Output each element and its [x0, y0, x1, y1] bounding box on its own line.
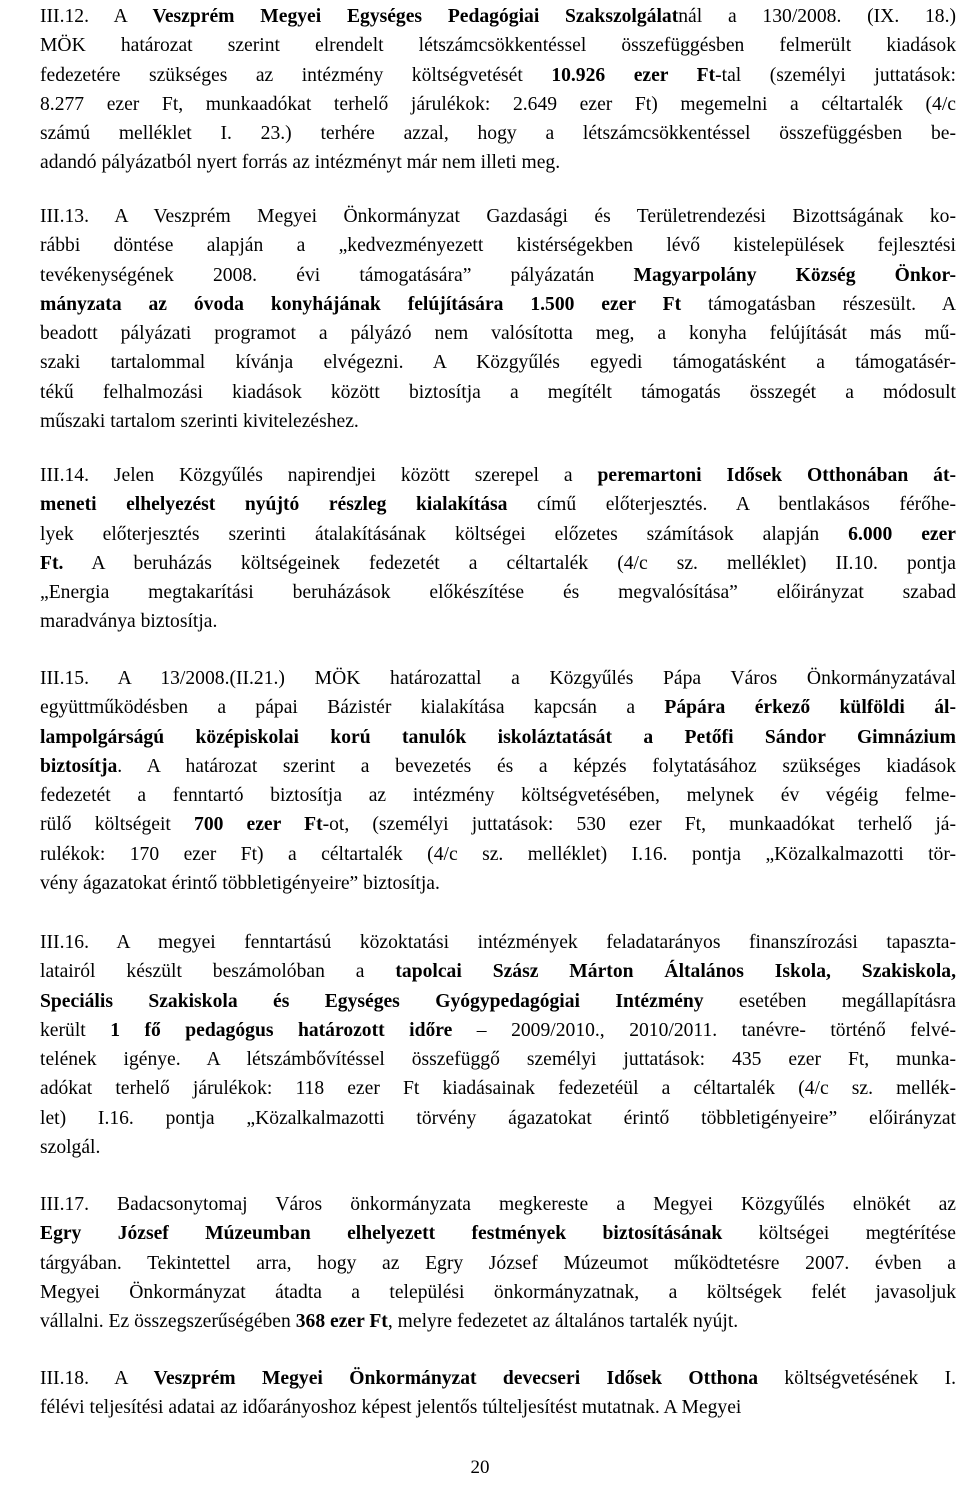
text-line: [40, 1249, 956, 1278]
text-line: [40, 202, 956, 231]
text-run: III.14. Jelen Közgyűlés napirendjei között szerepel a: [40, 465, 598, 486]
text-run: „Energia megtakarítási beruházások előkészítése és megvalósítása” előirányzat szabad: [40, 582, 956, 604]
paragraph-III-18: [40, 1364, 956, 1423]
text-line: [40, 723, 956, 752]
text-line: [40, 231, 956, 260]
bold-text: meneti elhelyezést nyújtó részleg kialakítása: [40, 494, 508, 516]
text-run: félévi teljesítési adatai az időarányoshoz képest jelentős túlteljesítést mutatnak. A Megyei: [40, 1397, 742, 1419]
text-line: [40, 607, 956, 636]
text-run: III.18. A: [40, 1368, 154, 1389]
text-line: [40, 781, 956, 810]
bold-text: Ft.: [40, 552, 64, 574]
bold-text: 6.000 ezer: [848, 523, 956, 545]
bold-text: 700 ezer Ft: [194, 814, 323, 836]
text-run: III.16. A megyei fenntartású közoktatási intézmények feladatarányos finanszírozási tapaszta-: [40, 932, 956, 953]
bold-text: lampolgárságú középiskolai korú tanulók iskoláztatását a Petőfi Sándor Gimnázium: [40, 726, 956, 748]
text-run: lyek előterjesztés szerinti átalakításának költségei előzetes számítások alapján: [40, 523, 849, 545]
text-line: [40, 348, 956, 377]
text-run: 8.277 ezer Ft, munkaadókat terhelő járulékok: 2.649 ezer Ft) megemelni a céltartalék (4/c: [40, 93, 956, 115]
text-run: beadott pályázati programot a pályázó nem valósította meg, a konyha felújítását más mű-: [40, 323, 956, 345]
bold-text: biztosítja: [40, 755, 118, 777]
text-run: támogatásban részesült. A: [681, 293, 956, 315]
text-line: [40, 520, 956, 549]
paragraph-III-15: [40, 664, 956, 898]
text-line: [40, 1307, 956, 1336]
text-line: [40, 664, 956, 693]
bold-text: 10.926 ezer Ft: [551, 64, 716, 86]
bold-text: Egry József Múzeumban elhelyezett festmények biztosításának: [40, 1223, 723, 1245]
text-line: [40, 549, 956, 578]
text-line: [40, 261, 956, 290]
text-run: – 2009/2010., 2010/2011. tanévre- történő felvé-: [452, 1019, 956, 1041]
text-run: költségei megtérítése: [722, 1223, 957, 1245]
text-line: [40, 578, 956, 607]
text-run: tárgyában. Tekintettel arra, hogy az Egry József Múzeumot működtetésre 2007. évben a: [40, 1252, 956, 1274]
text-line: [40, 461, 956, 490]
text-line: [40, 2, 956, 31]
text-run: nál a 130/2008. (IX. 18.): [678, 6, 957, 27]
paragraph-III-12: [40, 2, 956, 178]
text-line: [40, 987, 956, 1016]
text-line: [40, 290, 956, 319]
text-line: [40, 319, 956, 348]
text-run: -tal (személyi juttatások:: [715, 64, 956, 86]
text-run: fedezetére szükséges az intézmény költségvetését: [40, 64, 552, 86]
bold-text: Pápára érkező külföldi ál-: [664, 697, 956, 719]
text-line: [40, 810, 956, 839]
bold-text: Speciális Szakiskola és Egységes Gyógypedagógiai Intézmény: [40, 990, 704, 1012]
text-line: [40, 1074, 956, 1103]
text-run: szolgál.: [40, 1137, 101, 1159]
text-run: műszaki tartalom szerinti kivitelezéshez.: [40, 411, 359, 433]
text-run: -ot, (személyi juttatások: 530 ezer Ft, munkaadókat terhelő já-: [322, 814, 956, 836]
bold-text: 1 fő pedagógus határozott időre: [110, 1019, 453, 1041]
text-run: került: [40, 1019, 111, 1041]
paragraph-III-16: [40, 928, 956, 1162]
bold-text: tapolcai Szász Márton Általános Iskola, Szakiskola,: [395, 961, 956, 983]
text-line: [40, 1045, 956, 1074]
text-run: A beruházás költségeinek fedezetét a céltartalék (4/c sz. melléklet) II.10. pontja: [63, 552, 956, 574]
text-run: latairól készült beszámolóban a: [40, 961, 396, 983]
text-line: [40, 957, 956, 986]
text-run: tékű felhalmozási kiadások között biztosítja a megítélt támogatás összegét a módosult: [40, 381, 956, 403]
text-line: [40, 407, 956, 436]
text-line: [40, 1219, 956, 1248]
bold-text: mányzata az óvoda konyhájának felújítására 1.500 ezer Ft: [40, 293, 682, 315]
text-line: [40, 1190, 956, 1219]
text-line: [40, 119, 956, 148]
text-line: [40, 1364, 956, 1393]
text-run: let) I.16. pontja „Közalkalmazotti törvény ágazatokat érintő többletigényeire” előirányzat: [40, 1107, 956, 1129]
text-line: [40, 1393, 956, 1422]
text-run: telének igénye. A létszámbővítéssel összefüggő személyi juttatások: 435 ezer Ft, munka-: [40, 1049, 956, 1071]
text-line: [40, 1133, 956, 1162]
paragraph-III-13: [40, 202, 956, 436]
text-line: [40, 61, 956, 90]
text-run: adandó pályázatból nyert forrás az intézményt már nem illeti meg.: [40, 152, 561, 174]
text-run: tevékenységének 2008. évi támogatására” pályázatán: [40, 264, 634, 286]
bold-text: Veszprém Megyei Önkormányzat devecseri Idősek Otthona: [153, 1368, 759, 1389]
text-run: , melyre fedezetet az általános tartalék nyújt.: [387, 1311, 739, 1333]
text-run: együttműködésben a pápai Bázistér kialakítása kapcsán a: [40, 697, 665, 719]
text-run: című előterjesztés. A bentlakásos férőhe-: [507, 494, 956, 516]
text-run: III.15. A 13/2008.(II.21.) MÖK határozattal a Közgyűlés Pápa Város Önkormányzatával: [40, 668, 956, 689]
text-line: [40, 752, 956, 781]
text-run: vállalni. Ez összegszerűségében: [40, 1311, 296, 1333]
text-line: [40, 490, 956, 519]
bold-text: Veszprém Megyei Egységes Pedagógiai Szakszolgálat: [152, 6, 679, 27]
paragraph-III-17: [40, 1190, 956, 1336]
text-run: költségvetésének I.: [758, 1368, 956, 1389]
text-run: III.17. Badacsonytomaj Város önkormányzata megkereste a Megyei Közgyűlés elnökét az: [40, 1194, 956, 1215]
text-run: III.13. A Veszprém Megyei Önkormányzat Gazdasági és Területrendezési Bizottságának ko-: [40, 206, 956, 227]
bold-text: Magyarpolány Község Önkor-: [633, 264, 956, 286]
text-line: [40, 31, 956, 60]
text-line: [40, 693, 956, 722]
text-run: szaki tartalommal kívánja elvégezni. A Közgyűlés egyedi támogatásként a támogatásér-: [40, 352, 956, 374]
text-run: III.12. A: [40, 6, 153, 27]
text-run: maradványa biztosítja.: [40, 611, 218, 633]
text-line: [40, 869, 956, 898]
text-run: rábbi döntése alapján a „kedvezményezett kistérségekben lévő kistelepülések fejlesztési: [40, 235, 956, 257]
bold-text: 368 ezer Ft: [295, 1311, 388, 1333]
text-line: [40, 1278, 956, 1307]
text-run: rülő költségeit: [40, 814, 195, 836]
text-run: esetében megállapításra: [703, 990, 956, 1012]
text-line: [40, 1104, 956, 1133]
page-number: 20: [470, 1457, 490, 1478]
paragraph-III-14: [40, 461, 956, 637]
text-run: . A határozat szerint a bevezetés és a képzés folytatásához szükséges kiadások: [117, 755, 956, 777]
text-run: adókat terhelő járulékok: 118 ezer Ft kiadásainak fedezetéül a céltartalék (4/c sz. mellék-: [40, 1078, 956, 1100]
text-line: [40, 928, 956, 957]
text-line: [40, 90, 956, 119]
text-run: vény ágazatokat érintő többletigényeire” biztosítja.: [40, 873, 440, 895]
text-line: [40, 378, 956, 407]
bold-text: peremartoni Idősek Otthonában át-: [597, 465, 956, 486]
text-line: [40, 148, 956, 177]
text-run: Megyei Önkormányzat átadta a települési önkormányzatnak, a költségek felét javasoljuk: [40, 1281, 956, 1303]
text-run: MÖK határozat szerint elrendelt létszámcsökkentéssel összefüggésben felmerült kiadások: [40, 35, 956, 57]
text-run: rulékok: 170 ezer Ft) a céltartalék (4/c sz. melléklet) I.16. pontja „Közalkalmazotti tör-: [40, 843, 956, 865]
text-line: [40, 840, 956, 869]
text-run: számú melléklet I. 23.) terhére azzal, hogy a létszámcsökkentéssel összefüggésben be-: [40, 123, 956, 145]
text-line: [40, 1016, 956, 1045]
text-run: fedezetét a fenntartó biztosítja az intézmény költségvetésében, melynek év végéig felme-: [40, 785, 956, 807]
